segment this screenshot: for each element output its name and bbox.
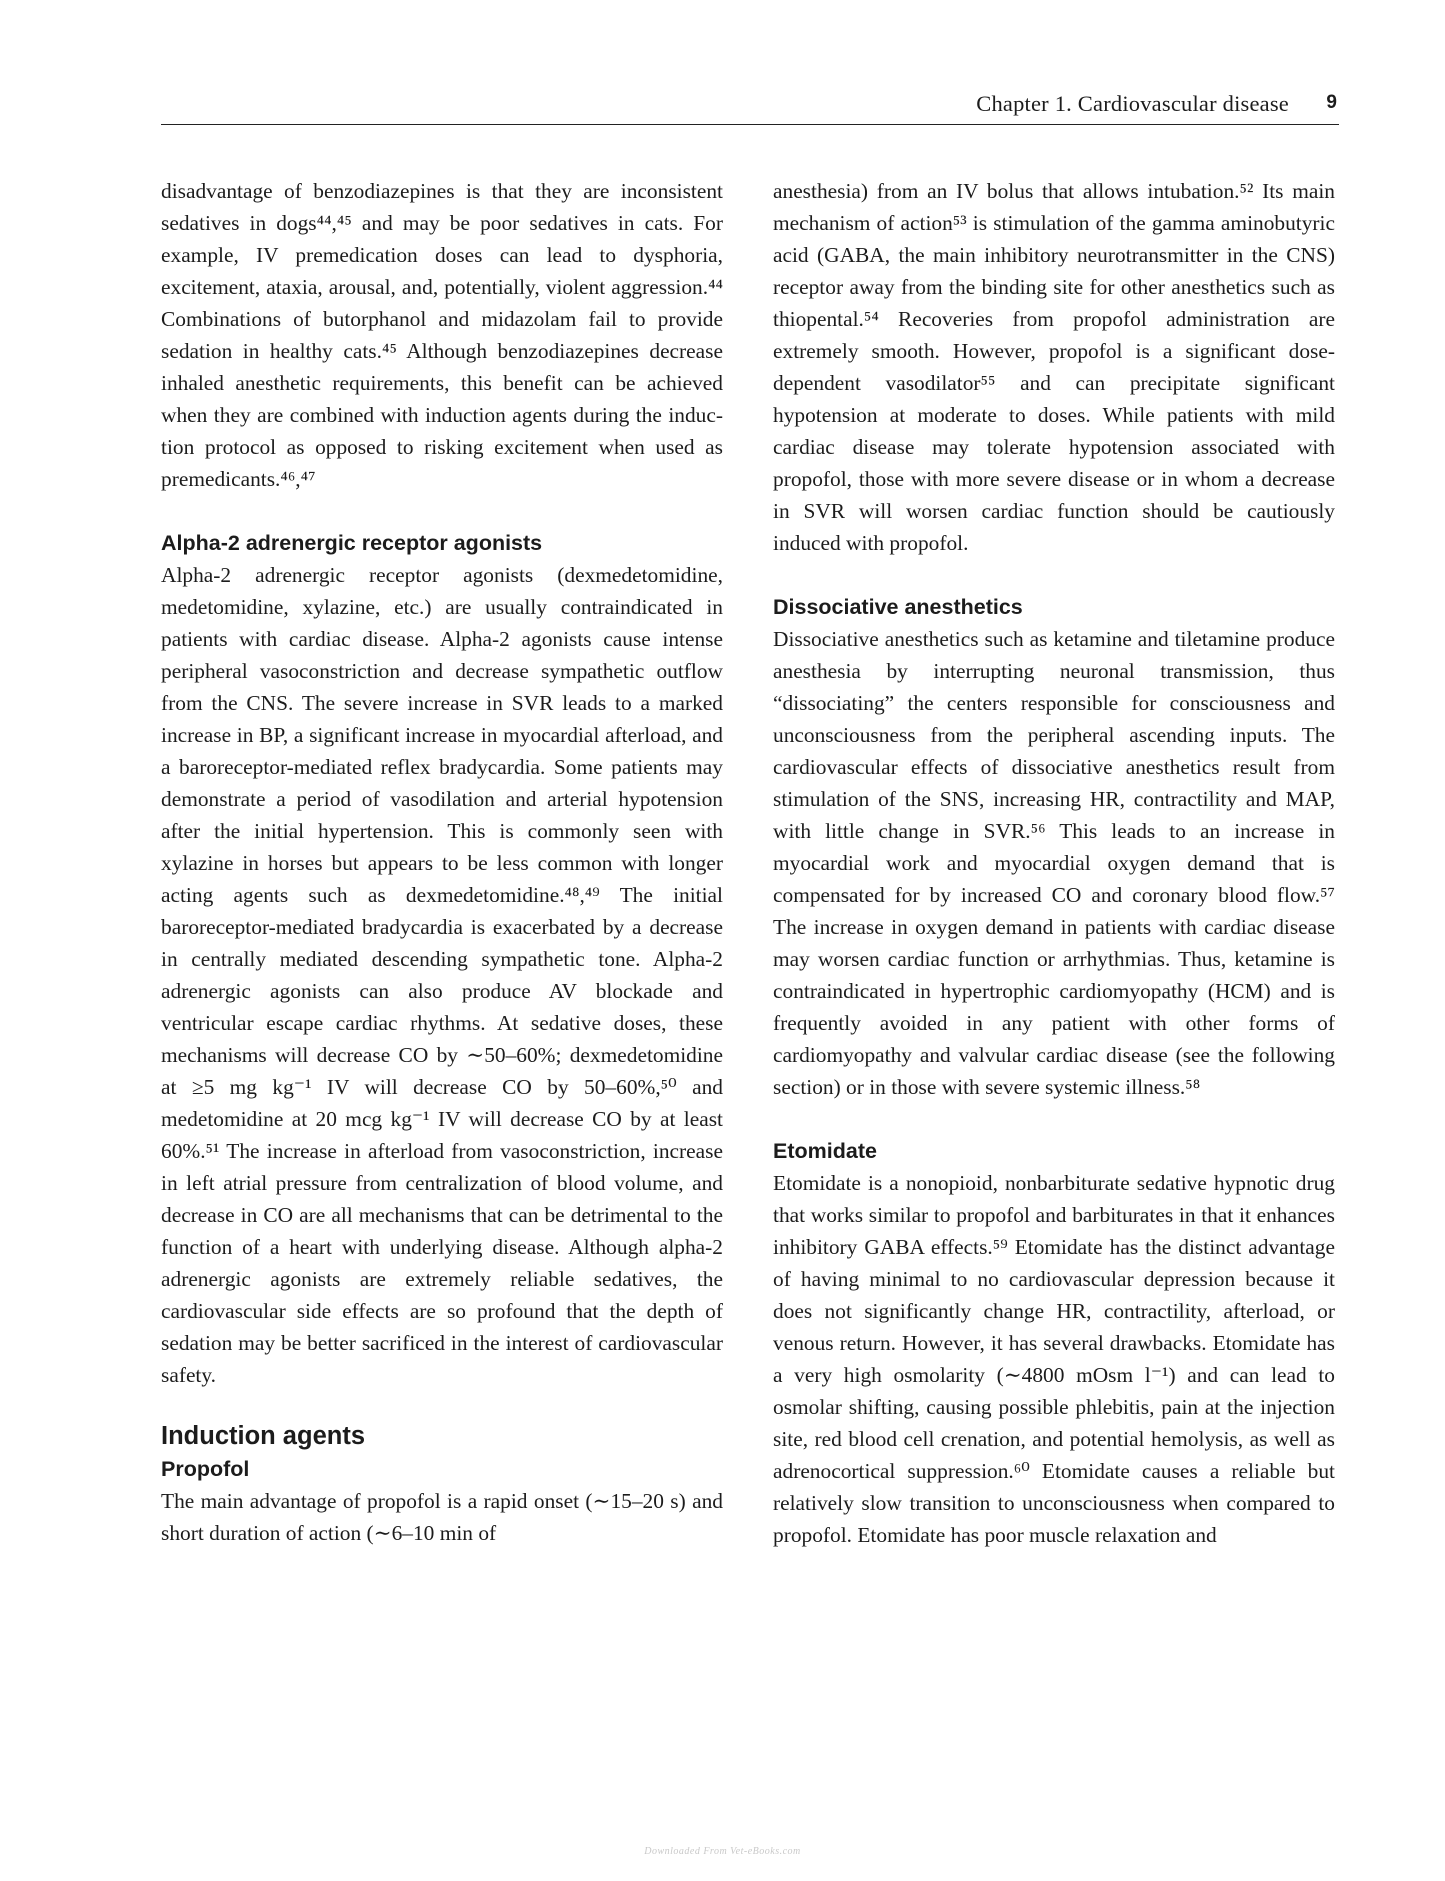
- heading-etomidate: Etomidate: [773, 1139, 877, 1163]
- paragraph-propofol-cont: anesthesia) from an IV bolus that allows intubation.⁵² Its main mechanism of action⁵³ is stimulation of the gamma aminobutyric acid (GABA, the main inhibitory neurotransmitter in the CNS) receptor away from the binding site for other anesthetics such as thiopental.⁵⁴ Recoveries from propofol administration are extremely smooth. However, propofol is a significant dose-dependent vasodilator⁵⁵ and can precipitate significant hypotension at moderate to doses. While patients with mild cardiac disease may tolerate hypotension associated with propofol, those with more severe disease or in whom a decrease in SVR will worsen cardiac function should be cautiously induced with propofol.: [773, 179, 1335, 555]
- paragraph-propofol-start: The main advantage of propofol is a rapid onset (∼15–20 s) and short duration of action (∼6–10 min of: [161, 1489, 723, 1545]
- paragraph-dissociative: Dissociative anesthetics such as ketamine and tiletamine produce anesthesia by interrupting neuronal transmission, thus “dissociating” the centers responsible for consciousness and unconsciousness from the peripheral ascending inputs. The cardiovascular effects of dissociative anesthetics result from stimulation of the SNS, increasing HR, contractility and MAP, with little change in SVR.⁵⁶ This leads to an increase in myocardial work and myocardial oxygen demand that is compensated for by increased CO and coronary blood flow.⁵⁷ The increase in oxygen demand in patients with cardiac disease may worsen cardiac function or arrhythmias. Thus, ketamine is contraindicated in hypertrophic cardiomyopathy (HCM) and is frequently avoided in any patient with other forms of cardiomyopathy and valvular cardiac disease (see the following section) or in those with severe systemic illness.⁵⁸: [773, 627, 1335, 1099]
- running-header: [161, 90, 1339, 125]
- heading-propofol: Propofol: [161, 1457, 250, 1481]
- left-column: [161, 175, 723, 1549]
- chapter-title: Chapter 1. Cardiovascular disease: [976, 91, 1289, 116]
- paragraph-benzodiazepines: disadvantage of benzodiazepines is that they are inconsistent sedatives in dogs⁴⁴,⁴⁵ and may be poor sedatives in cats. For example, IV premedication doses can lead to dysphoria, excitement, ataxia, arousal, and, potentially, violent aggression.⁴⁴ Combinations of butorphanol and midazolam fail to provide sedation in healthy cats.⁴⁵ Although benzodiazepines decrease inhaled anesthetic requirements, this benefit can be achieved when they are combined with induction agents during the induction protocol as opposed to risking excitement when used as premedicants.⁴⁶,⁴⁷: [161, 179, 723, 491]
- heading-alpha2-agonists: Alpha-2 adrenergic receptor agonists: [161, 531, 543, 555]
- right-column: [773, 175, 1335, 1551]
- download-watermark: Downloaded From Vet-eBooks.com: [644, 1846, 801, 1857]
- paragraph-etomidate: Etomidate is a nonopioid, nonbarbiturate sedative hypnotic drug that works similar to propofol and barbiturates in that it enhances inhibitory GABA effects.⁵⁹ Etomidate has the distinct advantage of having minimal to no cardiovascular depression because it does not significantly change HR, contractility, afterload, or venous return. However, it has several drawbacks. Etomidate has a very high osmolarity (∼4800 mOsm l⁻¹) and can lead to osmolar shifting, causing possible phlebitis, pain at the injection site, red blood cell crenation, and potential hemolysis, as well as adrenocortical suppression.⁶⁰ Etomidate causes a reliable but relatively slow transition to unconsciousness when compared to propofol. Etomidate has poor muscle relaxation and: [773, 1171, 1335, 1547]
- page-number: 9: [1326, 92, 1337, 113]
- paragraph-alpha2-agonists: Alpha-2 adrenergic receptor agonists (dexmedetomidine, medetomidine, xylazine, etc.) are usually contraindicated in patients with cardiac disease. Alpha-2 agonists cause intense peripheral vasoconstriction and decrease sympathetic outflow from the CNS. The severe increase in SVR leads to a marked increase in BP, a significant increase in myocardial afterload, and a baroreceptor-mediated reflex bradycardia. Some patients may demonstrate a period of vasodilation and arterial hypotension after the initial hypertension. This is commonly seen with xylazine in horses but appears to be less common with longer acting agents such as dexmedetomidine.⁴⁸,⁴⁹ The initial baroreceptor-mediated bradycardia is exacerbated by a decrease in centrally mediated descending sympathetic tone. Alpha-2 adrenergic agonists can also produce AV blockade and ventricular escape cardiac rhythms. At sedative doses, these mechanisms will decrease CO by ∼50–60%; dexmedetomidine at ≥5 mg kg⁻¹ IV will decrease CO by 50–60%,⁵⁰ and medetomidine at 20 mcg kg⁻¹ IV will decrease CO by at least 60%.⁵¹ The increase in afterload from vasoconstriction, increase in left atrial pressure from centralization of blood volume, and decrease in CO are all mechanisms that can be detrimental to the function of a heart with underlying disease. Although alpha-2 adrenergic agonists are extremely reliable sedatives, the cardiovascular side effects are so profound that the depth of sedation may be better sacrificed in the interest of cardiovascular safety.: [161, 563, 723, 1387]
- heading-induction-agents: Induction agents: [161, 1422, 365, 1450]
- heading-dissociative-anesthetics: Dissociative anesthetics: [773, 595, 1023, 619]
